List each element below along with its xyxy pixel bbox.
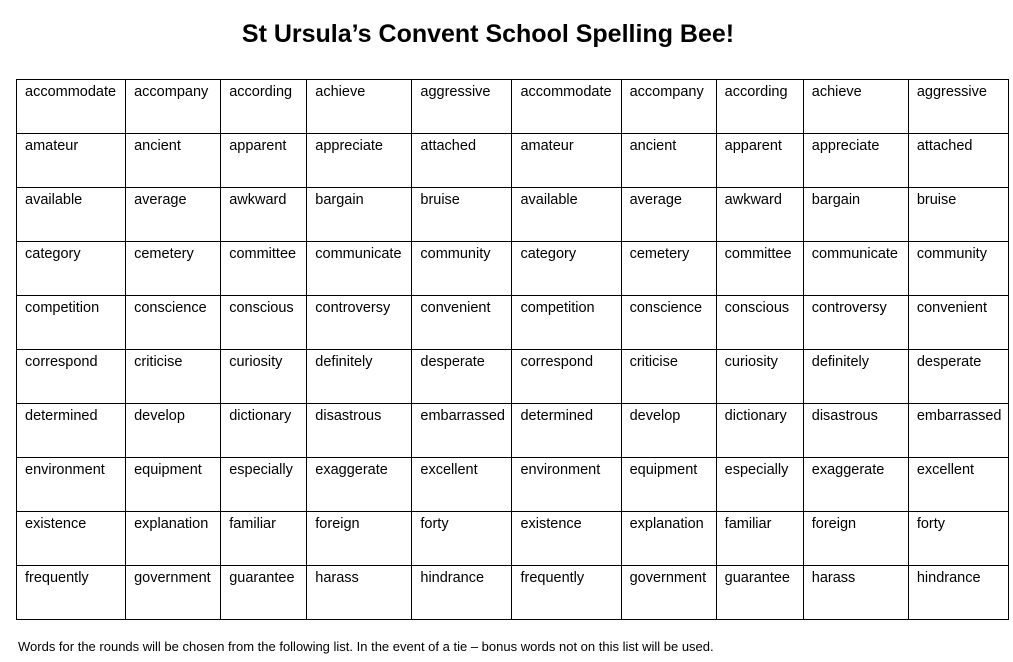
word-cell: awkward [716,188,803,242]
word-cell: determined [17,404,126,458]
word-cell: ancient [126,134,221,188]
footer-note: Words for the rounds will be chosen from the following list. In the event of a tie – bonus words not on this list will be used. [18,639,714,654]
table-row [17,566,1009,620]
word-cell: conscious [716,296,803,350]
word-cell: hindrance [412,566,512,620]
word-cell: foreign [307,512,412,566]
word-cell: disastrous [803,404,908,458]
word-cell: definitely [803,350,908,404]
word-cell: dictionary [716,404,803,458]
word-cell: equipment [621,458,716,512]
word-cell: harass [307,566,412,620]
word-cell: competition [17,296,126,350]
word-cell: frequently [512,566,621,620]
word-cell: government [621,566,716,620]
word-cell: achieve [307,80,412,134]
word-cell: disastrous [307,404,412,458]
word-cell: controversy [307,296,412,350]
word-cell: embarrassed [412,404,512,458]
word-cell: cemetery [621,242,716,296]
word-cell: dictionary [221,404,307,458]
table-row [17,350,1009,404]
word-cell: environment [17,458,126,512]
word-cell: communicate [803,242,908,296]
word-cell: criticise [621,350,716,404]
word-cell: according [716,80,803,134]
table-row [17,296,1009,350]
word-cell: accommodate [512,80,621,134]
word-cell: definitely [307,350,412,404]
word-cell: average [621,188,716,242]
word-cell: community [908,242,1008,296]
word-cell: forty [908,512,1008,566]
word-cell: average [126,188,221,242]
word-cell: exaggerate [307,458,412,512]
word-cell: committee [221,242,307,296]
word-cell: controversy [803,296,908,350]
word-cell: frequently [17,566,126,620]
word-cell: accompany [126,80,221,134]
word-cell: appreciate [803,134,908,188]
word-cell: correspond [17,350,126,404]
word-cell: curiosity [716,350,803,404]
word-cell: develop [126,404,221,458]
table-row [17,512,1009,566]
word-cell: attached [412,134,512,188]
word-cell: equipment [126,458,221,512]
word-cell: existence [512,512,621,566]
word-cell: environment [512,458,621,512]
word-cell: curiosity [221,350,307,404]
word-cell: correspond [512,350,621,404]
word-cell: exaggerate [803,458,908,512]
table-row [17,188,1009,242]
word-cell: amateur [512,134,621,188]
table-row [17,404,1009,458]
word-cell: attached [908,134,1008,188]
page-title: St Ursula’s Convent School Spelling Bee! [241,20,735,48]
word-cell: develop [621,404,716,458]
word-cell: appreciate [307,134,412,188]
word-cell: forty [412,512,512,566]
word-cell: familiar [716,512,803,566]
word-cell: guarantee [716,566,803,620]
word-cell: hindrance [908,566,1008,620]
word-cell: explanation [126,512,221,566]
word-cell: especially [716,458,803,512]
word-cell: excellent [908,458,1008,512]
word-cell: cemetery [126,242,221,296]
table-row [17,458,1009,512]
word-cell: accompany [621,80,716,134]
word-cell: apparent [716,134,803,188]
word-rows [17,80,1009,620]
word-cell: guarantee [221,566,307,620]
word-cell: category [512,242,621,296]
word-cell: determined [512,404,621,458]
word-cell: category [17,242,126,296]
word-cell: harass [803,566,908,620]
word-cell: familiar [221,512,307,566]
word-cell: amateur [17,134,126,188]
word-cell: bruise [412,188,512,242]
word-cell: achieve [803,80,908,134]
word-cell: government [126,566,221,620]
word-cell: competition [512,296,621,350]
word-cell: community [412,242,512,296]
word-cell: bruise [908,188,1008,242]
word-cell: criticise [126,350,221,404]
word-cell: conscience [126,296,221,350]
word-cell: accommodate [17,80,126,134]
word-cell: bargain [803,188,908,242]
word-cell: ancient [621,134,716,188]
word-cell: apparent [221,134,307,188]
word-cell: excellent [412,458,512,512]
table-row [17,134,1009,188]
table-row [17,242,1009,296]
word-cell: available [17,188,126,242]
word-cell: especially [221,458,307,512]
word-cell: conscious [221,296,307,350]
word-cell: communicate [307,242,412,296]
word-cell: explanation [621,512,716,566]
word-cell: available [512,188,621,242]
word-cell: aggressive [908,80,1008,134]
word-cell: existence [17,512,126,566]
word-cell: embarrassed [908,404,1008,458]
word-cell: convenient [412,296,512,350]
word-cell: bargain [307,188,412,242]
spelling-word-table [16,79,1009,620]
word-cell: foreign [803,512,908,566]
word-cell: awkward [221,188,307,242]
word-cell: convenient [908,296,1008,350]
word-cell: desperate [908,350,1008,404]
word-cell: committee [716,242,803,296]
word-cell: desperate [412,350,512,404]
word-cell: aggressive [412,80,512,134]
word-cell: conscience [621,296,716,350]
table-row [17,80,1009,134]
word-cell: according [221,80,307,134]
